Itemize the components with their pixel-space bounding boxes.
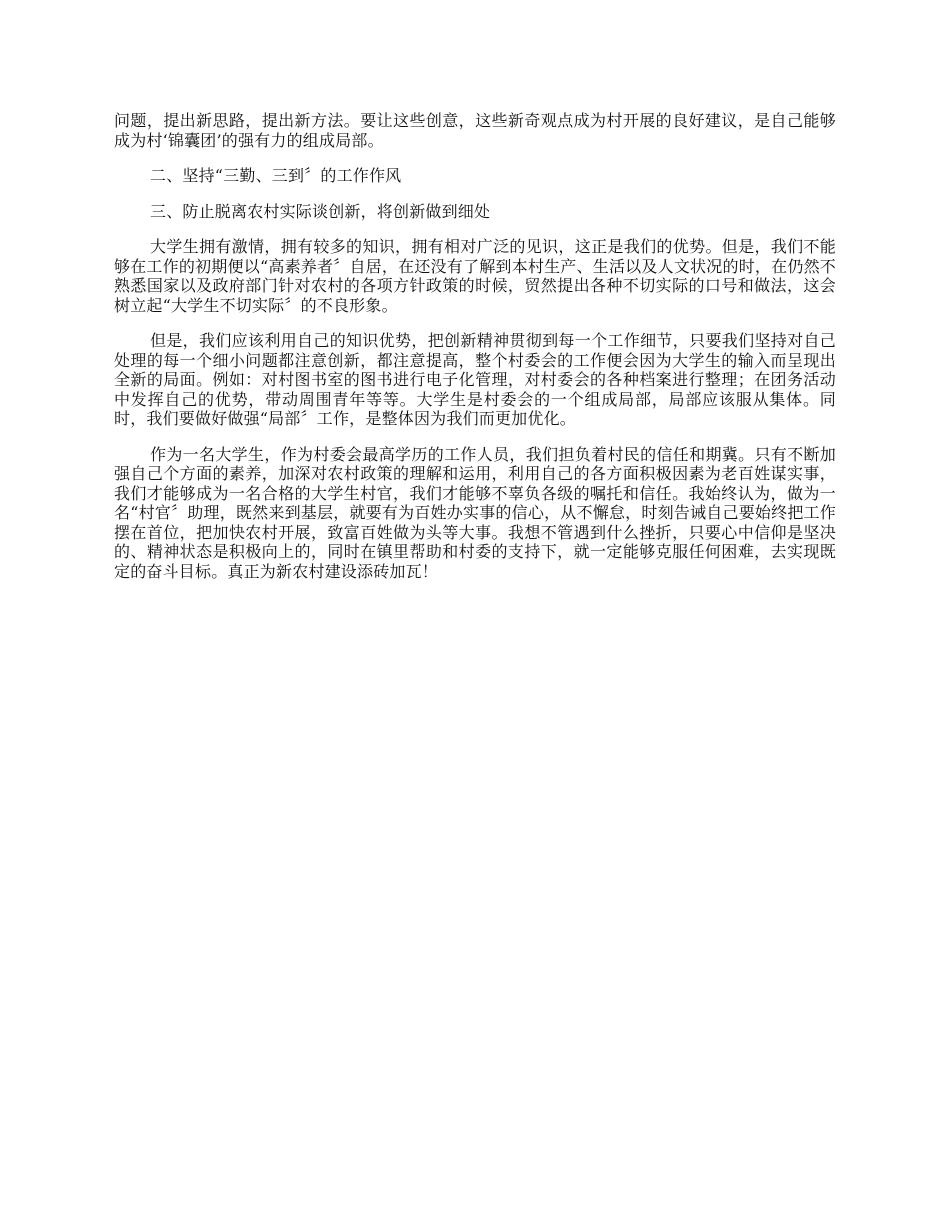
paragraph-innovation: 但是，我们应该利用自己的知识优势，把创新精神贯彻到每一个工作细节，只要我们坚持对自己处理的每一个细小问题都注意创新，都注意提高，整个村委会的工作便会因为大学生的输入而呈现出全新的局面。例如：对村图书室的图书进行电子化管理，对村委会的各种档案进行整理；在团务活动中发挥自己的优势，带动周围青年等等。大学生是村委会的一个组成局部，局部应该服从集体。同时，我们要做好做强“局部〞工作，是整体因为我们而更加优化。 [114,331,836,428]
document-body [114,111,836,597]
paragraph-advantage: 大学生拥有激情，拥有较多的知识，拥有相对广泛的见识，这正是我们的优势。但是，我们不能够在工作的初期便以“高素养者〞自居，在还没有了解到本村生产、生活以及人文状况的时，在仍然不熟悉国家以及政府部门针对农村的各项方针政策的时候，贸然提出各种不切实际的口号和做法，这会树立起“大学生不切实际〞的不良形象。 [114,237,836,315]
section-heading-3: 三、防止脱离农村实际谈创新，将创新做到细处 [150,201,491,221]
paragraph-continued: 问题，提出新思路，提出新方法。要让这些创意，这些新奇观点成为村开展的良好建议，是自己能够成为村‘锦囊团’的强有力的组成局部。 [114,111,836,150]
section-heading-2: 二、坚持“三勤、三到〞的工作作风 [150,166,402,185]
paragraph-conclusion: 作为一名大学生，作为村委会最高学历的工作人员，我们担负着村民的信任和期冀。只有不断加强自己个方面的素养，加深对农村政策的理解和运用，利用自己的各方面积极因素为老百姓谋实事，我们才能够成为一名合格的大学生村官，我们才能够不辜负各级的嘱托和信任。我始终认为，做为一名“村官〞助理，既然来到基层，就要有为百姓办实事的信心，从不懈怠，时刻告诫自己要始终把工作摆在首位，把加快农村开展，致富百姓做为头等大事。我想不管遇到什么挫折，只要心中信仰是坚决的、精神状态是积极向上的，同时在镇里帮助和村委的支持下，就一定能够克服任何困难，去实现既定的奋斗目标。真正为新农村建设添砖加瓦！ [114,444,836,581]
